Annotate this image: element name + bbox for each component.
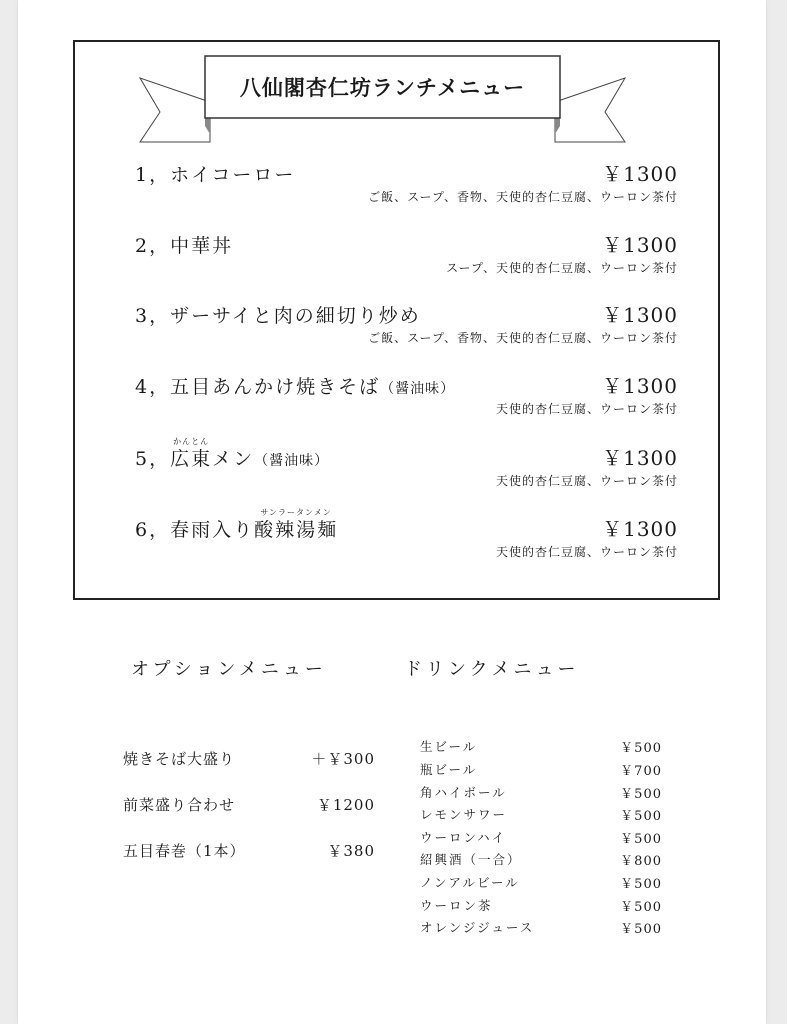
item-includes: 天使的杏仁豆腐、ウーロン茶付 [495,545,678,559]
lunch-item-1 [135,152,678,212]
lunch-item-5 [135,436,678,496]
item-price: ￥1300 [602,233,678,257]
drink-price: ￥500 [620,809,662,824]
item-number: 4， [135,376,171,398]
item-name: ザーサイと肉の細切り炒め [170,305,421,327]
drink-price: ￥500 [620,832,662,847]
lunch-item-4 [135,364,678,424]
option-price: ＋￥300 [311,750,375,768]
lunch-menu-title: 八仙閣杏仁坊ランチメニュー [239,75,526,100]
drink-item [420,896,662,914]
item-number: 2， [135,235,171,257]
drink-price: ￥500 [620,741,662,756]
drink-item [420,850,662,868]
item-includes: ご飯、スープ、香物、天使的杏仁豆腐、ウーロン茶付 [368,190,678,204]
drink-name: 瓶ビール [420,762,478,777]
item-price: ￥1300 [602,303,678,327]
item-number: 6， [135,519,171,541]
drink-name: レモンサワー [420,807,508,822]
drink-item [420,783,662,801]
item-number: 3， [135,305,171,327]
item-includes: ご飯、スープ、香物、天使的杏仁豆腐、ウーロン茶付 [368,331,678,345]
drink-name: オレンジジュース [420,920,535,935]
option-item [123,794,375,815]
lunch-item-2 [135,223,678,283]
item-name: 春雨入り [170,519,255,541]
option-name: 五目春巻（1本） [123,842,246,860]
drink-item [420,760,662,778]
option-price: ￥1200 [316,796,375,814]
drink-name: ウーロン茶 [420,898,493,913]
item-flavor: （醤油味） [380,381,456,397]
drink-price: ￥700 [620,764,662,779]
lunch-item-6 [135,507,678,567]
drink-price: ￥500 [620,900,662,915]
option-price: ￥380 [327,842,375,860]
item-name-rest: メン [212,448,255,470]
drink-item [420,805,662,823]
item-number: 1， [135,164,171,186]
drink-item [420,873,662,891]
drink-name: ウーロンハイ [420,830,507,845]
item-price: ￥1300 [602,446,678,470]
item-name: 中華丼 [170,235,234,257]
item-name: 広東 [170,448,213,470]
item-includes: 天使的杏仁豆腐、ウーロン茶付 [495,402,678,416]
item-name: 五目あんかけ焼きそば [170,376,381,398]
item-includes: スープ、天使的杏仁豆腐、ウーロン茶付 [446,261,678,275]
drink-item [420,737,662,755]
item-price: ￥1300 [602,162,678,186]
item-ruby: かんとん [173,437,210,446]
lunch-item-3 [135,293,678,353]
option-item [123,840,375,861]
drink-name: 紹興酒（一合） [420,852,522,867]
item-flavor: （醤油味） [254,453,330,469]
drink-price: ￥500 [620,877,662,892]
item-name-rest: 酸辣湯麺 [254,519,339,541]
drink-name: 生ビール [420,739,478,754]
option-item [123,748,375,769]
item-includes: 天使的杏仁豆腐、ウーロン茶付 [495,474,678,488]
item-price: ￥1300 [602,374,678,398]
option-menu-title: オプションメニュー [131,659,327,680]
item-name: ホイコーロー [170,164,296,186]
item-price: ￥1300 [602,517,678,541]
drink-price: ￥800 [620,854,662,869]
item-number: 5， [135,448,171,470]
drink-name: 角ハイボール [420,785,507,800]
menu-page [18,0,766,1024]
drink-item [420,918,662,936]
drink-price: ￥500 [620,922,662,937]
drink-price: ￥500 [620,787,662,802]
drink-menu-title: ドリンクメニュー [404,659,580,680]
option-name: 前菜盛り合わせ [123,796,236,814]
lunch-menu-box [73,40,720,600]
item-ruby: サンラータンメン [260,508,332,517]
option-name: 焼きそば大盛り [123,750,236,768]
drink-name: ノンアルビール [420,875,520,890]
drink-item [420,828,662,846]
